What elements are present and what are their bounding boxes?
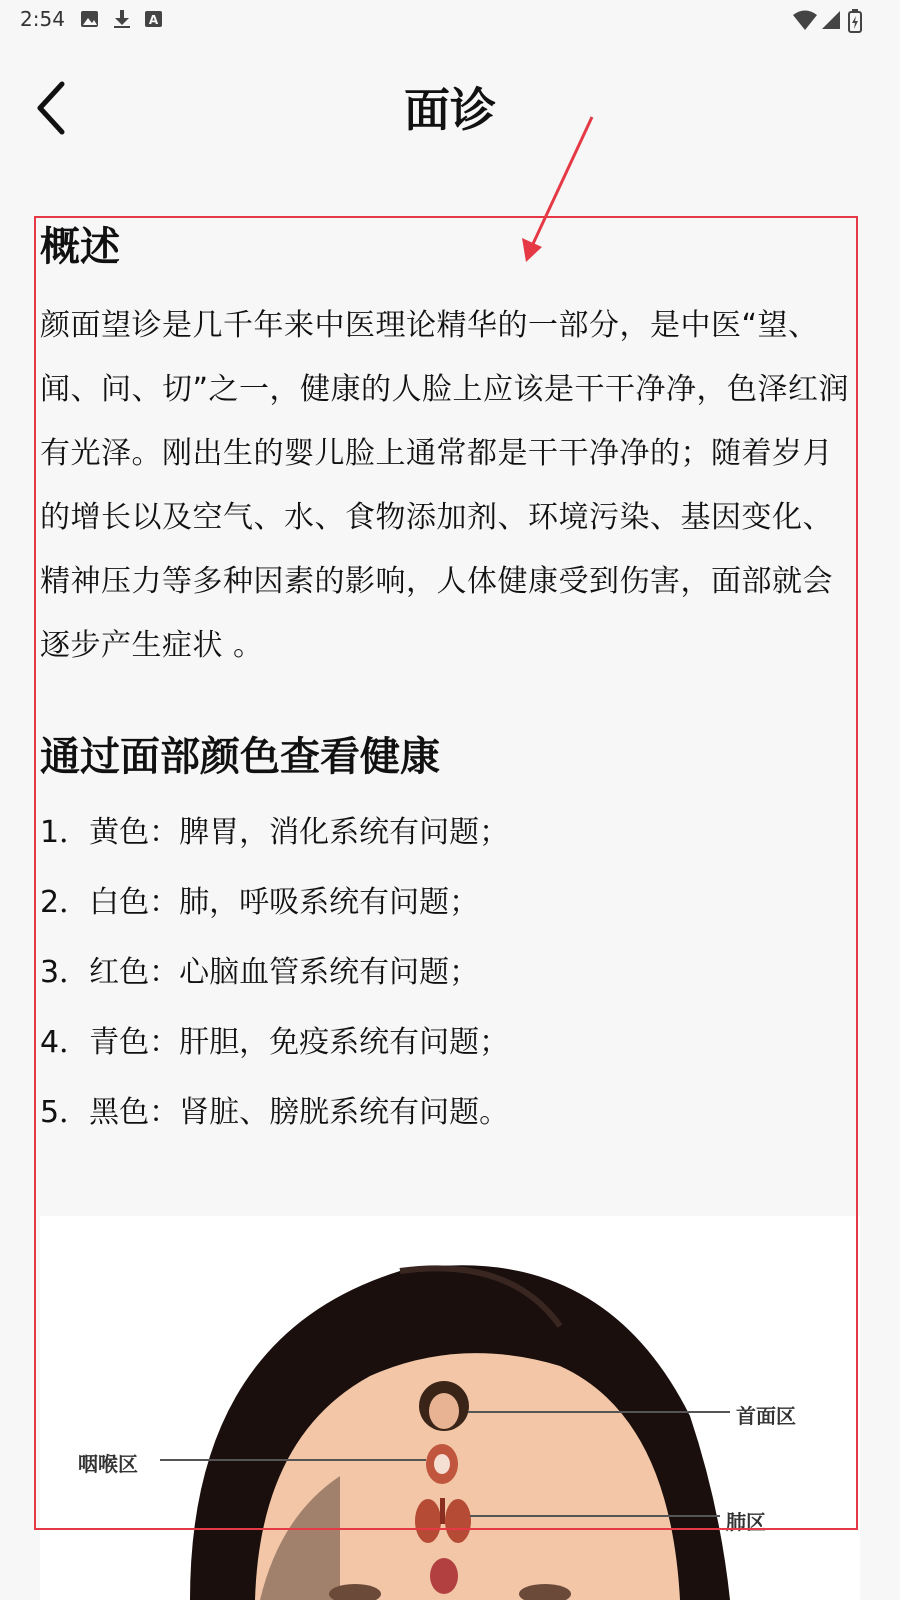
list-item: 5．黑色：肾脏、膀胱系统有问题。 <box>40 1095 510 1130</box>
battery-icon <box>848 9 862 33</box>
signal-icon <box>820 9 842 31</box>
image-icon <box>80 9 100 29</box>
section-heading-face-color: 通过面部颜色查看健康 <box>40 734 440 780</box>
svg-text:A: A <box>148 13 159 27</box>
list-item: 4．青色：肝胆，免疫系统有问题； <box>40 1025 510 1060</box>
face-color-list <box>40 798 860 1148</box>
face-diagram-image <box>40 1216 860 1600</box>
wifi-icon <box>792 9 818 31</box>
section-heading-overview: 概述 <box>40 224 120 270</box>
overview-paragraph: 颜面望诊是几千年来中医理论精华的一部分，是中医“望、闻、问、切”之一，健康的人脸上应该是干干净净，色泽红润有光泽。刚出生的婴儿脸上通常都是干干净净的；随着岁月的增长以及空气、水、食物添加剂、环境污染、基因变化、精神压力等多种因素的影响，人体健康受到伤害，面部就会逐步产生症状 。 <box>40 308 850 663</box>
list-item: 2．白色：肺，呼吸系统有问题； <box>40 885 480 920</box>
list-item: 3．红色：心脑血管系统有问题； <box>40 955 480 990</box>
list-item: 1．黄色：脾胃，消化系统有问题； <box>40 815 510 850</box>
label-head-face-zone: 首面区 <box>736 1404 796 1428</box>
page-title: 面诊 <box>404 83 496 137</box>
a-icon <box>144 9 164 29</box>
label-throat-zone: 咽喉区 <box>78 1452 138 1476</box>
status-time: 2:54 <box>20 7 65 31</box>
label-lung-zone: 肺区 <box>726 1510 766 1534</box>
article-content <box>40 220 860 1148</box>
download-icon <box>112 9 132 29</box>
status-bar <box>0 0 900 40</box>
